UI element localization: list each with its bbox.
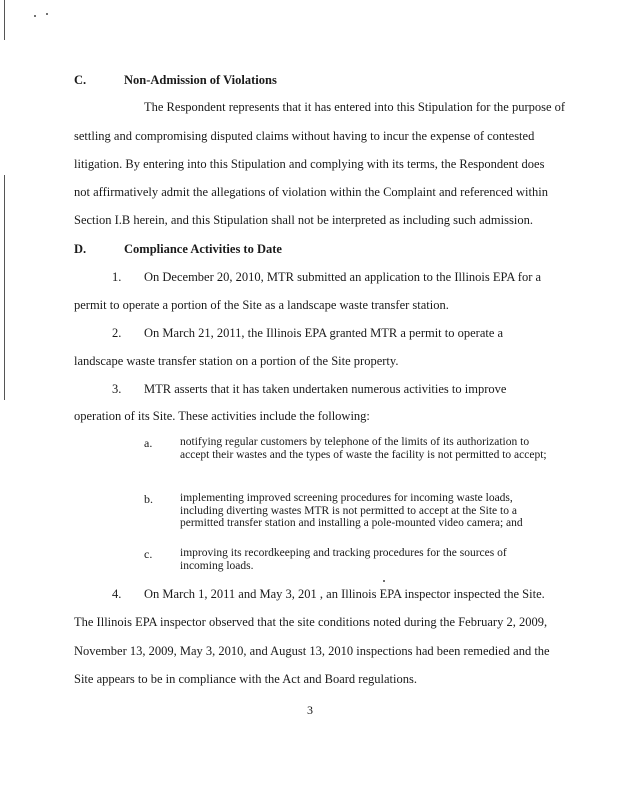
paragraph-number: 1. <box>112 270 122 284</box>
page-number: 3 <box>307 703 313 717</box>
scan-speck <box>34 15 36 17</box>
section-c-line: Section I.B herein, and this Stipulation shall not be interpreted as including such admission. <box>74 213 533 227</box>
paragraph-line: November 13, 2009, May 3, 2010, and August 13, 2010 inspections had been remedied and the <box>74 644 550 658</box>
section-d-letter: D. <box>74 242 87 256</box>
paragraph-line: MTR asserts that it has taken undertaken numerous activities to improve <box>144 382 507 396</box>
paragraph-line: On March 21, 2011, the Illinois EPA granted MTR a permit to operate a <box>144 326 504 340</box>
paragraph-number: 2. <box>112 326 122 340</box>
scan-speck <box>383 580 385 582</box>
paragraph-line: On March 1, 2011 and May 3, 201 , an Illinois EPA inspector inspected the Site. <box>144 587 545 601</box>
list-item-letter: b. <box>144 492 153 506</box>
scan-speck <box>46 13 48 15</box>
list-item-letter: a. <box>144 436 153 450</box>
list-item: implementing improved screening procedures for incoming waste loads, including diverting wastes MTR is not permitted to accept at the Site to a permitted transfer station and installing a pole-mounted video camera; and <box>180 492 523 530</box>
section-d-title: Compliance Activities to Date <box>124 242 282 256</box>
section-c-line: litigation. By entering into this Stipulation and complying with its terms, the Respondent does <box>74 157 545 171</box>
section-c-letter: C. <box>74 73 87 87</box>
scan-edge-mark <box>4 0 5 40</box>
section-c-line: settling and compromising disputed claims without having to incur the expense of contested <box>74 129 535 143</box>
scan-edge-mark <box>4 175 5 400</box>
paragraph-line: Site appears to be in compliance with the Act and Board regulations. <box>74 672 417 686</box>
paragraph-line: The Illinois EPA inspector observed that the site conditions noted during the February 2, 2009, <box>74 615 548 629</box>
section-c-title: Non-Admission of Violations <box>124 73 277 87</box>
section-c-line: not affirmatively admit the allegations of violation within the Complaint and referenced within <box>74 185 548 199</box>
paragraph-line: landscape waste transfer station on a portion of the Site property. <box>74 354 399 368</box>
list-item: notifying regular customers by telephone of the limits of its authorization to accept their wastes and the types of waste the facility is not permitted to accept; <box>180 436 547 461</box>
list-item: improving its recordkeeping and tracking procedures for the sources of incoming loads. <box>180 547 507 572</box>
paragraph-line: permit to operate a portion of the Site as a landscape waste transfer station. <box>74 298 449 312</box>
paragraph-number: 4. <box>112 587 122 601</box>
paragraph-line: On December 20, 2010, MTR submitted an application to the Illinois EPA for a <box>144 270 542 284</box>
paragraph-line: operation of its Site. These activities include the following: <box>74 409 370 423</box>
section-c-line: The Respondent represents that it has entered into this Stipulation for the purpose of <box>144 100 566 114</box>
list-item-letter: c. <box>144 547 153 561</box>
paragraph-number: 3. <box>112 382 122 396</box>
